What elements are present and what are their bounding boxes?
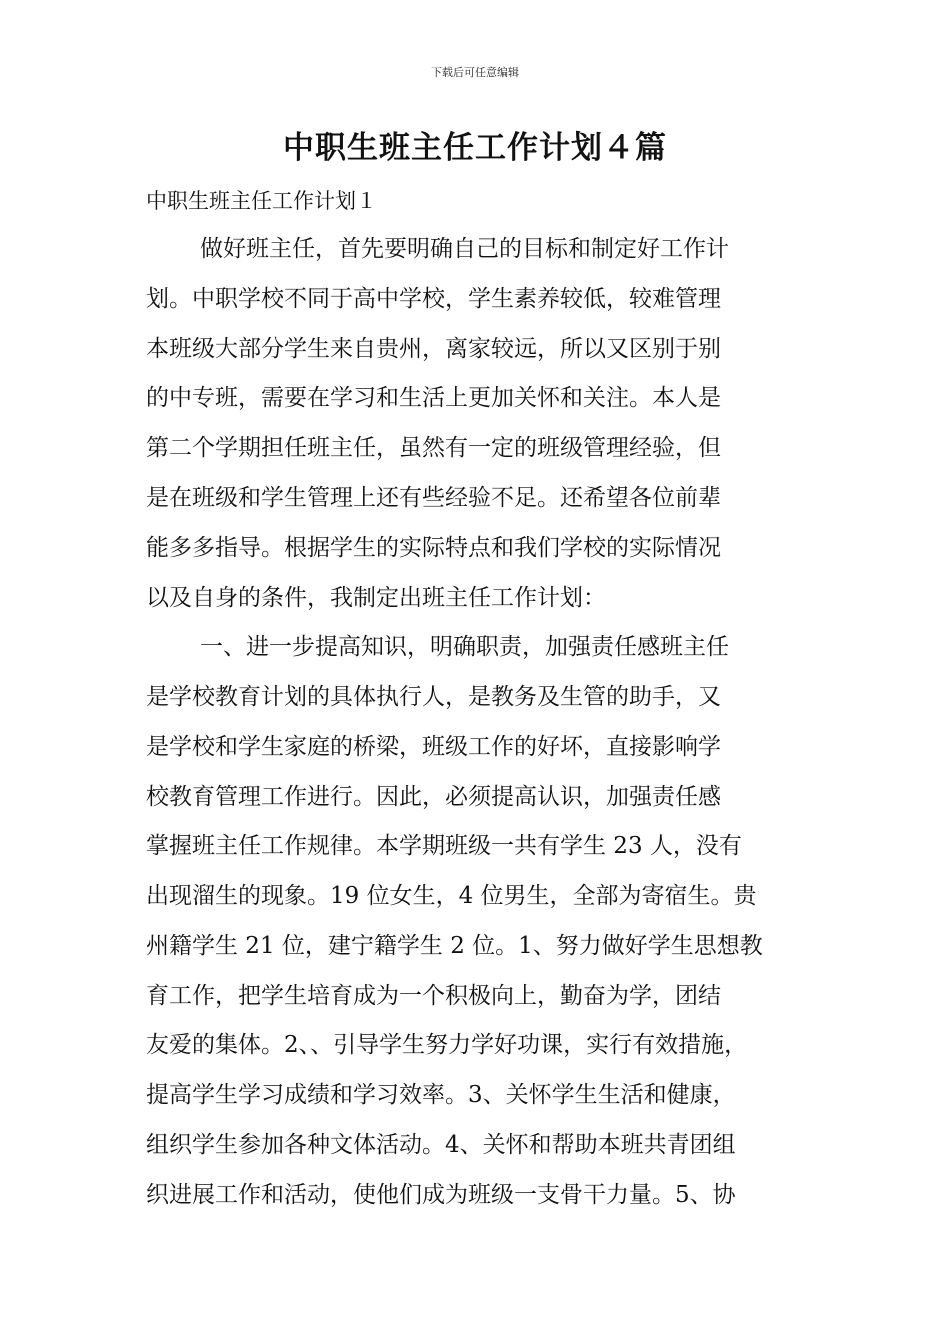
body-line: 是学校教育计划的具体执行人，是教务及生管的助手，又 (146, 684, 721, 710)
body-line: 组织学生参加各种文体活动。4、关怀和帮助本班共青团组 (146, 1132, 736, 1158)
body-line: 州籍学生 21 位，建宁籍学生 2 位。1、努力做好学生思想教 (146, 933, 763, 959)
body-line: 友爱的集体。2、、引导学生努力学好功课，实行有效措施， (146, 1032, 748, 1058)
body-line: 是在班级和学生管理上还有些经验不足。还希望各位前辈 (146, 485, 721, 511)
body-line: 掌握班主任工作规律。本学期班级一共有学生 23 人，没有 (146, 833, 742, 859)
body-line: 的中专班，需要在学习和生活上更加关怀和关注。本人是 (146, 385, 721, 411)
header-note: 下载后可任意编辑 (431, 66, 519, 79)
body-line: 本班级大部分学生来自贵州，离家较远，所以又区别于别 (146, 336, 721, 362)
body-line: 能多多指导。根据学生的实际特点和我们学校的实际情况 (146, 535, 721, 561)
body-line: 第二个学期担任班主任，虽然有一定的班级管理经验，但 (146, 435, 721, 461)
body-line: 提高学生学习成绩和学习效率。3、关怀学生生活和健康， (146, 1082, 736, 1108)
body-line: 育工作，把学生培育成为一个积极向上，勤奋为学，团结 (146, 983, 721, 1009)
body-line: 以及自身的条件，我制定出班主任工作计划： (146, 585, 606, 611)
document-title: 中职生班主任工作计划４篇 (283, 130, 667, 166)
body-line: 一、进一步提高知识，明确职责，加强责任感班主任 (200, 634, 729, 660)
body-line: 出现溜生的现象。19 位女生，4 位男生，全部为寄宿生。贵 (146, 883, 757, 909)
section-subheading: 中职生班主任工作计划１ (146, 189, 377, 213)
body-line: 划。中职学校不同于高中学校，学生素养较低，较难管理 (146, 286, 721, 312)
body-line: 做好班主任，首先要明确自己的目标和制定好工作计 (200, 236, 729, 262)
body-line: 是学校和学生家庭的桥梁，班级工作的好坏，直接影响学 (146, 734, 721, 760)
body-line: 校教育管理工作进行。因此，必须提高认识，加强责任感 (146, 784, 721, 810)
body-line: 织进展工作和活动，使他们成为班级一支骨干力量。5、协 (146, 1182, 736, 1208)
